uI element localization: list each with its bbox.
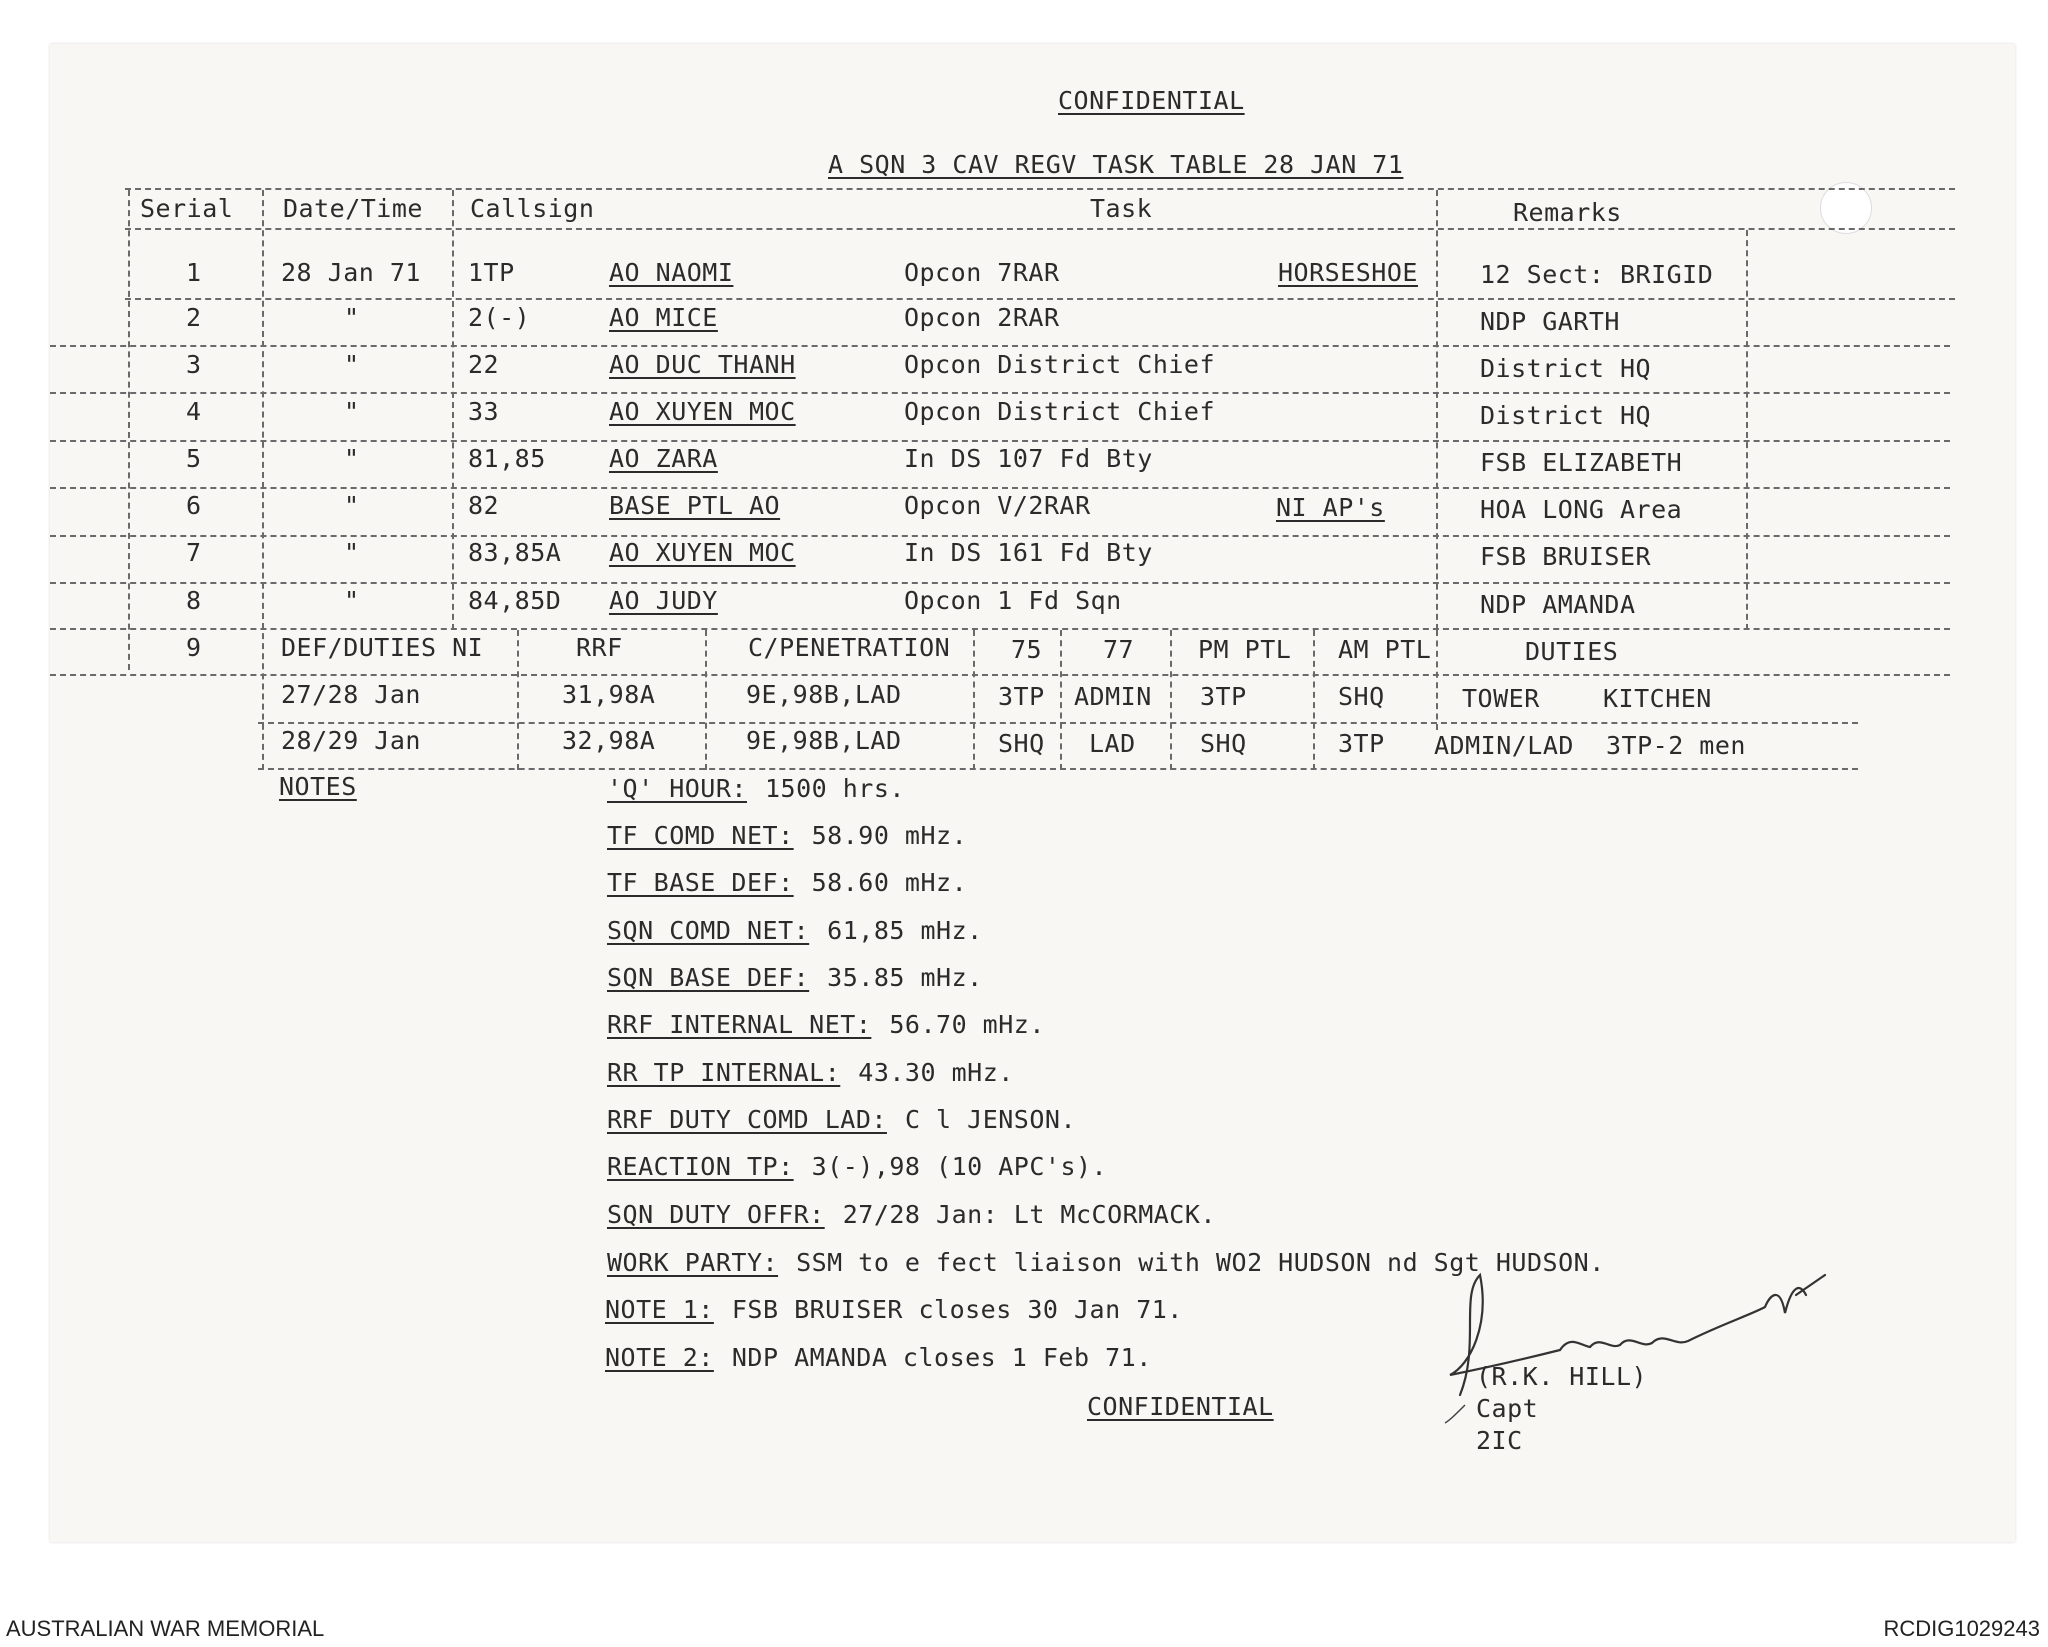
note-label: NOTE 1:	[605, 1295, 714, 1324]
note-item	[607, 774, 905, 803]
archive-caption-right: RCDIG1029243	[1883, 1616, 2040, 1641]
row-serial: 5	[186, 444, 202, 473]
duties-cell: SHQ	[1200, 729, 1247, 758]
note-item	[607, 1105, 1076, 1134]
duties-serial: 9	[186, 633, 202, 662]
duties-cell: 9E,98B,LAD	[746, 680, 902, 709]
row-callsign: 22	[468, 350, 500, 379]
row-ao: AO DUC THANH	[609, 350, 796, 379]
row-date: "	[344, 397, 360, 426]
note-value: 1500 hrs.	[764, 774, 905, 803]
notes-label: NOTES	[279, 772, 357, 801]
row-ao: AO JUDY	[609, 586, 718, 615]
duties-header: C/PENETRATION	[748, 633, 951, 662]
note-label: NOTE 2:	[605, 1343, 714, 1372]
note-value: 3(-),98 (10 APC's).	[811, 1152, 1108, 1181]
row-date: 28 Jan 71	[281, 258, 421, 287]
duties-cell: SHQ	[998, 729, 1045, 758]
row-extra: HORSESHOE	[1278, 258, 1418, 287]
row-remarks: District HQ	[1480, 401, 1652, 430]
duties-cell: 3TP-2 men	[1606, 731, 1746, 760]
row-task: Opcon 2RAR	[904, 303, 1060, 332]
row-callsign: 81,85	[468, 444, 546, 473]
row-callsign: 2(-)	[468, 303, 531, 332]
row-date: "	[344, 586, 360, 615]
duties-header: 77	[1103, 635, 1135, 664]
row-task: Opcon District Chief	[904, 397, 1216, 426]
row-date: "	[344, 303, 360, 332]
duties-cell: 28/29 Jan	[281, 726, 421, 755]
row-serial: 1	[186, 258, 202, 287]
duties-header: DUTIES	[1525, 637, 1619, 666]
row-serial: 6	[186, 491, 202, 520]
note-value: 27/28 Jan: Lt McCORMACK.	[842, 1200, 1216, 1229]
signature-rank: Capt	[1476, 1394, 1539, 1423]
duties-cell: SHQ	[1338, 682, 1385, 711]
row-ao: BASE PTL AO	[609, 491, 781, 520]
header-task: Task	[1090, 194, 1153, 223]
note-value: C l JENSON.	[904, 1105, 1077, 1134]
row-task: Opcon 1 Fd Sqn	[904, 586, 1122, 615]
row-task: In DS 161 Fd Bty	[904, 538, 1153, 567]
note-value: SSM to e fect liaison with WO2 HUDSON nd Sgt HUDSON.	[796, 1248, 1605, 1277]
note-value: 35.85 mHz.	[827, 963, 983, 992]
duties-cell: 27/28 Jan	[281, 680, 421, 709]
row-ao: AO NAOMI	[609, 258, 734, 287]
document-title: A SQN 3 CAV REGV TASK TABLE 28 JAN 71	[828, 150, 1404, 179]
note-label: RRF INTERNAL NET:	[607, 1010, 872, 1039]
row-remarks: FSB ELIZABETH	[1480, 448, 1683, 477]
duties-cell: 3TP	[998, 682, 1045, 711]
note-value: NDP AMANDA closes 1 Feb 71.	[731, 1343, 1152, 1372]
row-task: Opcon 7RAR	[904, 258, 1060, 287]
header-serial: Serial	[140, 194, 234, 223]
archive-caption-left: AUSTRALIAN WAR MEMORIAL	[6, 1616, 325, 1641]
duties-cell: ADMIN/LAD	[1434, 731, 1574, 760]
header-callsign: Callsign	[470, 194, 595, 223]
row-callsign: 83,85A	[468, 538, 562, 567]
note-value: 43.30 mHz.	[858, 1058, 1014, 1087]
row-serial: 4	[186, 397, 202, 426]
duties-cell: 3TP	[1200, 682, 1247, 711]
header-datetime: Date/Time	[283, 194, 423, 223]
signature-name: (R.K. HILL)	[1476, 1362, 1648, 1391]
row-remarks: NDP GARTH	[1480, 307, 1620, 336]
row-remarks: District HQ	[1480, 354, 1652, 383]
signature-role: 2IC	[1476, 1426, 1523, 1455]
row-serial: 7	[186, 538, 202, 567]
note-item	[607, 1200, 1216, 1229]
header-confidential: CONFIDENTIAL	[1058, 86, 1245, 115]
note-label: SQN COMD NET:	[607, 916, 810, 945]
row-ao: AO XUYEN MOC	[609, 538, 796, 567]
note-label: WORK PARTY:	[607, 1248, 779, 1277]
row-date: "	[344, 350, 360, 379]
row-extra: NI AP's	[1276, 493, 1385, 522]
duties-cell: 32,98A	[562, 726, 656, 755]
row-ao: AO ZARA	[609, 444, 718, 473]
row-callsign: 84,85D	[468, 586, 562, 615]
note-value: 58.60 mHz.	[811, 868, 968, 897]
note-item	[605, 1343, 1152, 1372]
row-callsign: 33	[468, 397, 500, 426]
duties-cell: LAD	[1089, 729, 1136, 758]
duties-cell: 31,98A	[562, 680, 656, 709]
row-remarks: NDP AMANDA	[1480, 590, 1636, 619]
note-label: TF BASE DEF:	[607, 868, 794, 897]
row-remarks: FSB BRUISER	[1480, 542, 1652, 571]
note-item	[607, 868, 967, 897]
note-value: 56.70 mHz.	[889, 1010, 1045, 1039]
note-label: SQN BASE DEF:	[607, 963, 810, 992]
note-item	[607, 1010, 1045, 1039]
row-remarks: 12 Sect: BRIGID	[1480, 260, 1714, 289]
duties-header: RRF	[576, 633, 623, 662]
row-task: Opcon District Chief	[904, 350, 1216, 379]
note-item	[607, 916, 983, 945]
row-task: In DS 107 Fd Bty	[904, 444, 1153, 473]
duties-header: PM PTL	[1198, 635, 1292, 664]
row-serial: 2	[186, 303, 202, 332]
duties-cell: 9E,98B,LAD	[746, 726, 902, 755]
duties-header: AM PTL	[1338, 635, 1432, 664]
note-item	[607, 821, 967, 850]
note-item	[607, 1058, 1014, 1087]
header-remarks: Remarks	[1513, 198, 1622, 227]
note-label: 'Q' HOUR:	[607, 774, 747, 803]
row-remarks: HOA LONG Area	[1480, 495, 1683, 524]
note-value: 58.90 mHz.	[811, 821, 968, 850]
note-value: 61,85 mHz.	[827, 916, 983, 945]
note-label: TF COMD NET:	[607, 821, 794, 850]
row-ao: AO MICE	[609, 303, 718, 332]
row-ao: AO XUYEN MOC	[609, 397, 796, 426]
duties-cell: ADMIN	[1074, 682, 1152, 711]
note-label: RRF DUTY COMD LAD:	[607, 1105, 887, 1134]
note-item	[607, 1152, 1107, 1181]
duties-cell: TOWER	[1462, 684, 1540, 713]
note-item	[605, 1295, 1183, 1324]
note-label: RR TP INTERNAL:	[607, 1058, 841, 1087]
row-callsign: 1TP	[468, 258, 515, 287]
footer-confidential: CONFIDENTIAL	[1087, 1392, 1274, 1421]
duties-header: 75	[1011, 635, 1043, 664]
row-date: "	[344, 538, 360, 567]
row-callsign: 82	[468, 491, 500, 520]
row-date: "	[344, 444, 360, 473]
duties-header: DEF/DUTIES NI	[281, 633, 484, 662]
row-serial: 8	[186, 586, 202, 615]
note-item	[607, 963, 983, 992]
row-date: "	[344, 491, 360, 520]
row-task: Opcon V/2RAR	[904, 491, 1091, 520]
row-serial: 3	[186, 350, 202, 379]
note-label: SQN DUTY OFFR:	[607, 1200, 825, 1229]
note-label: REACTION TP:	[607, 1152, 794, 1181]
duties-cell: KITCHEN	[1603, 684, 1712, 713]
duties-cell: 3TP	[1338, 729, 1385, 758]
note-value: FSB BRUISER closes 30 Jan 71.	[731, 1295, 1183, 1324]
